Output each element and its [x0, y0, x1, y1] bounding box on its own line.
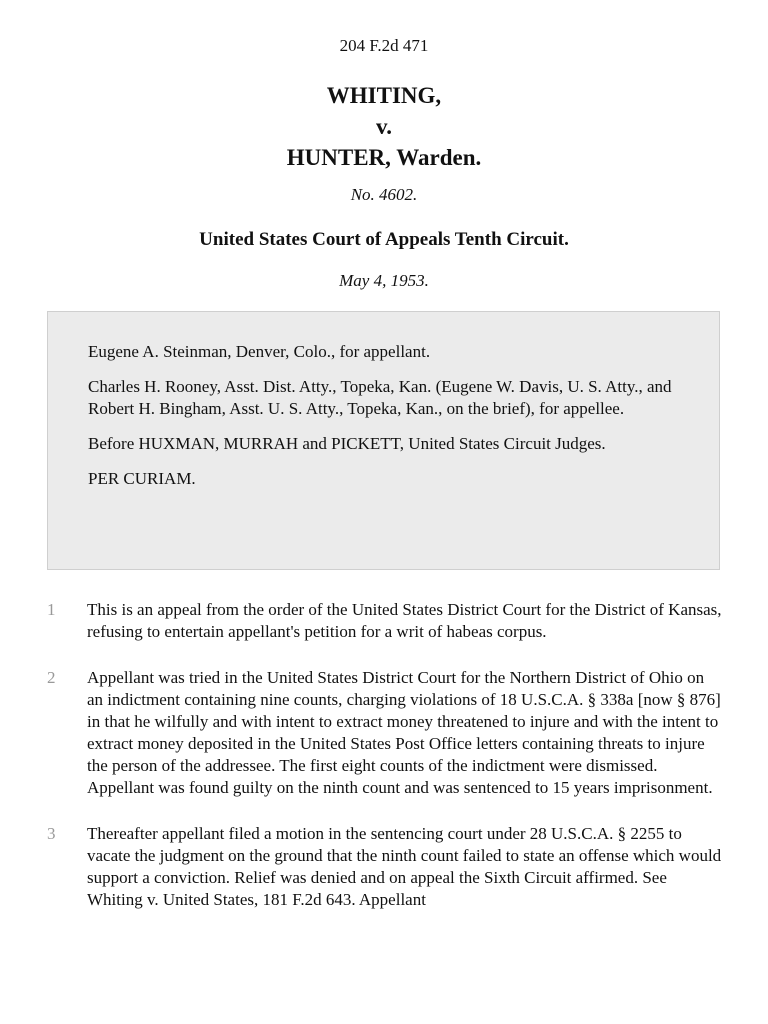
paragraph-number: 1	[47, 600, 56, 619]
appellant-name: WHITING,	[326, 83, 442, 108]
paragraph-text: Thereafter appellant filed a motion in the sentencing court under 28 U.S.C.A. § 2255 to vacate the judgment on the ground that the ninth count failed to state an offense which would support a conviction. Relief was denied and on appeal the Sixth Circuit affirmed. See Whiting v. United States, 181 F.2d 643. Appellant	[87, 824, 722, 909]
case-caption	[0, 80, 768, 173]
docket-number: No. 4602.	[350, 185, 418, 204]
court-name: United States Court of Appeals Tenth Circuit.	[199, 229, 569, 250]
paragraph-number: 3	[47, 824, 56, 843]
paragraph-text: This is an appeal from the order of the United States District Court for the District of Kansas, refusing to entertain appellant's petition for a writ of habeas corpus.	[87, 600, 722, 641]
appellant-counsel: Eugene A. Steinman, Denver, Colo., for appellant.	[88, 342, 431, 361]
opinion-paragraph	[0, 599, 768, 643]
counsel-box	[47, 311, 720, 570]
appellee-name: HUNTER, Warden.	[286, 145, 482, 170]
per-curiam-label: PER CURIAM.	[88, 469, 196, 488]
paragraph-text: Appellant was tried in the United States District Court for the Northern District of Ohio on an indictment containing nine counts, charging violations of 18 U.S.C.A. § 338a [now § 876] in that he wilfully and with intent to extract money threatened to injure and with the intent to extract money deposited in the United States Post Office letters containing threats to injure the person of the addressee. The first eight counts of the indictment were dismissed. Appellant was found guilty on the ninth count and was sentenced to 15 years imprisonment.	[87, 668, 721, 797]
opinion-body	[0, 599, 768, 935]
judges-panel: Before HUXMAN, MURRAH and PICKETT, United States Circuit Judges.	[88, 434, 606, 453]
opinion-paragraph	[0, 823, 768, 911]
decision-date: May 4, 1953.	[339, 271, 429, 290]
paragraph-number: 2	[47, 668, 56, 687]
appellee-counsel: Charles H. Rooney, Asst. Dist. Atty., Topeka, Kan. (Eugene W. Davis, U. S. Atty., and Robert H. Bingham, Asst. U. S. Atty., Topeka, Kan., on the brief), for appellee.	[88, 377, 672, 418]
versus-label: v.	[376, 114, 392, 139]
case-citation: 204 F.2d 471	[339, 36, 429, 55]
opinion-paragraph	[0, 667, 768, 799]
